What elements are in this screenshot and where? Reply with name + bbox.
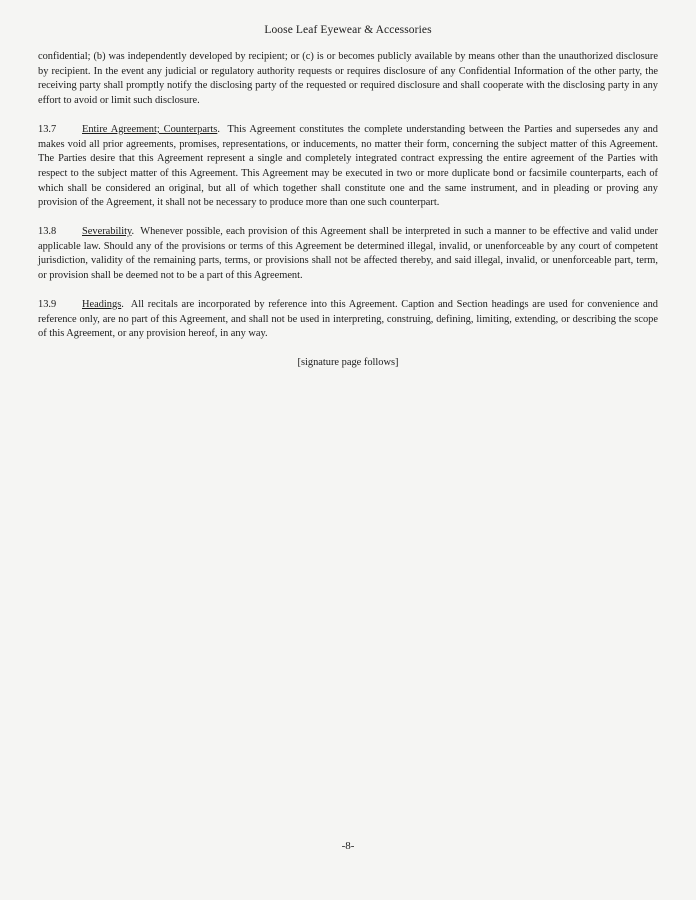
section-number: 13.9 [38, 298, 57, 310]
section-13-7 [38, 123, 658, 211]
document-body [38, 50, 658, 385]
section-text: This Agreement constitutes the complete understanding between the Parties and supersedes any and makes void all prior agreements, promises, representations, or inducements, no matter their form, concerning the subject matter of this Agreement. The Parties desire that this Agreement represent a single and completely integrated contract expressing the entire agreement of the Parties with respect to the subject matter of this Agreement. This Agreement may be executed in two or more duplicate bond or facsimile counterparts, each of which shall be considered an original, but all of which together shall constitute one and the same instrument, and in pleading or proving any provision of the Agreement, it shall not be necessary to produce more than one such counterpart. [38, 123, 659, 209]
section-13-9 [38, 298, 658, 342]
intro-paragraph: confidential; (b) was independently developed by recipient; or (c) is or becomes publicly available by means other than the unauthorized disclosure by recipient. In the event any judicial or regulatory authority requests or requires disclosure of any Confidential Information of the other party, the receiving party shall promptly notify the disclosing party of the requested or required disclosure and shall cooperate with the disclosing party in any effort to avoid or limit such disclosure. [38, 51, 658, 107]
section-text: All recitals are incorporated by reference into this Agreement. Caption and Section headings are used for convenience and reference only, are no part of this Agreement, and shall not be used in interpreting, construing, defining, limiting, extending, or describing the scope of this Agreement, or any provision hereof, in any way. [38, 298, 659, 340]
section-text: Whenever possible, each provision of this Agreement shall be interpreted in such a manner to be effective and valid under applicable law. Should any of the provisions or terms of this Agreement be determined illegal, invalid, or unenforceable by any court of competent jurisdiction, validity of the remaining parts, terms, or provisions shall not be affected thereby, and said illegal, invalid, or unenforceable part, term, or provision shall be deemed not to be a part of this Agreement. [38, 226, 659, 282]
heading-period: . [217, 123, 220, 135]
heading-period: . [131, 226, 135, 238]
section-heading: Severability [82, 226, 132, 238]
signature-page-follows-note: [signature page follows] [297, 356, 399, 368]
page-header-title: Loose Leaf Eyewear & Accessories [264, 24, 432, 36]
page-number: -8- [341, 840, 355, 852]
section-number: 13.7 [38, 123, 57, 135]
section-13-8 [38, 225, 658, 284]
section-number: 13.8 [38, 226, 57, 238]
section-heading: Headings [82, 298, 122, 310]
section-heading: Entire Agreement; Counterparts [82, 123, 218, 135]
heading-period: . [121, 298, 124, 310]
